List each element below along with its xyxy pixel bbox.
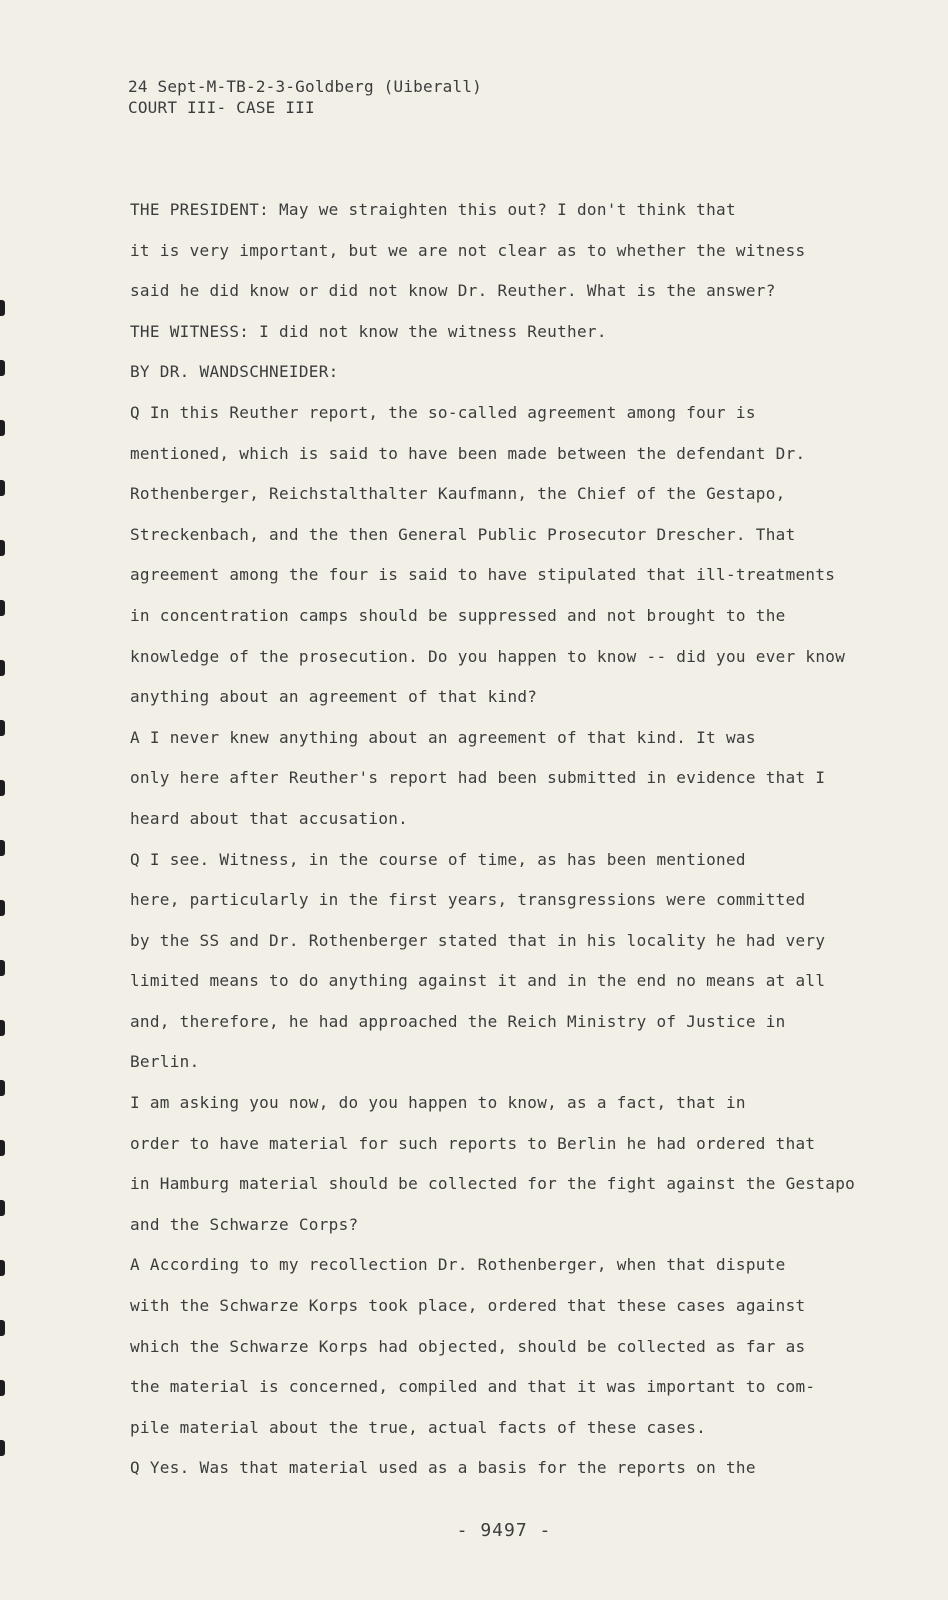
transcript-line: order to have material for such reports to Berlin he had ordered that — [130, 1133, 816, 1153]
transcript-line: only here after Reuther's report had been submitted in evidence that I — [130, 768, 826, 788]
transcript-line: with the Schwarze Korps took place, ordered that these cases against — [130, 1296, 806, 1316]
transcript-body — [130, 190, 890, 1489]
transcript-line: I am asking you now, do you happen to know, as a fact, that in — [130, 1093, 746, 1113]
transcript-line: in concentration camps should be suppressed and not brought to the — [130, 605, 786, 625]
transcript-line: mentioned, which is said to have been made between the defendant Dr. — [130, 443, 806, 463]
binder-hole — [0, 1080, 5, 1096]
binder-hole — [0, 1260, 5, 1276]
binder-hole — [0, 1320, 5, 1336]
header-court-line: COURT III- CASE III — [128, 98, 315, 117]
binder-hole — [0, 1140, 5, 1156]
transcript-line: pile material about the true, actual facts of these cases. — [130, 1417, 707, 1437]
transcript-line: Q In this Reuther report, the so-called agreement among four is — [130, 402, 756, 422]
transcript-line: said he did know or did not know Dr. Reuther. What is the answer? — [130, 281, 776, 301]
transcript-line: A I never knew anything about an agreement of that kind. It was — [130, 727, 756, 747]
page-number — [0, 1520, 948, 1541]
binder-hole — [0, 600, 5, 616]
transcript-line: Rothenberger, Reichstalthalter Kaufmann, the Chief of the Gestapo, — [130, 484, 786, 504]
page-number-text: - 9497 - — [456, 1520, 552, 1541]
binder-hole — [0, 1200, 5, 1216]
binder-holes — [0, 0, 10, 1600]
binder-hole — [0, 420, 5, 436]
transcript-line: in Hamburg material should be collected for the fight against the Gestapo — [130, 1174, 856, 1194]
transcript-line: which the Schwarze Korps had objected, should be collected as far as — [130, 1336, 806, 1356]
binder-hole — [0, 1380, 5, 1396]
binder-hole — [0, 960, 5, 976]
transcript-line: and the Schwarze Corps? — [130, 1214, 359, 1234]
binder-hole — [0, 360, 5, 376]
binder-hole — [0, 780, 5, 796]
transcript-line: BY DR. WANDSCHNEIDER: — [130, 362, 339, 382]
transcript-line: Berlin. — [130, 1052, 200, 1072]
binder-hole — [0, 720, 5, 736]
binder-hole — [0, 840, 5, 856]
transcript-line: Q Yes. Was that material used as a basis for the reports on the — [130, 1458, 756, 1478]
binder-hole — [0, 1020, 5, 1036]
transcript-line: and, therefore, he had approached the Reich Ministry of Justice in — [130, 1011, 786, 1031]
binder-hole — [0, 1440, 5, 1456]
binder-hole — [0, 660, 5, 676]
transcript-line: A According to my recollection Dr. Rothenberger, when that dispute — [130, 1255, 786, 1275]
transcript-line: the material is concerned, compiled and that it was important to com- — [130, 1377, 816, 1397]
binder-hole — [0, 300, 5, 316]
binder-hole — [0, 480, 5, 496]
transcript-line: heard about that accusation. — [130, 808, 409, 828]
transcript-line: THE PRESIDENT: May we straighten this out? I don't think that — [130, 200, 736, 219]
transcript-line: Streckenbach, and the then General Public Prosecutor Drescher. That — [130, 524, 796, 544]
transcript-line: knowledge of the prosecution. Do you happen to know -- did you ever know — [130, 646, 846, 666]
binder-hole — [0, 540, 5, 556]
header-session-line: 24 Sept-M-TB-2-3-Goldberg (Uiberall) — [128, 77, 482, 96]
transcript-line: by the SS and Dr. Rothenberger stated that in his locality he had very — [130, 930, 826, 950]
document-header — [128, 76, 482, 118]
transcript-line: here, particularly in the first years, transgressions were committed — [130, 890, 806, 910]
transcript-line: THE WITNESS: I did not know the witness Reuther. — [130, 321, 607, 341]
transcript-line: limited means to do anything against it and in the end no means at all — [130, 971, 826, 991]
transcript-line: Q I see. Witness, in the course of time, as has been mentioned — [130, 849, 746, 869]
transcript-line: it is very important, but we are not clear as to whether the witness — [130, 240, 806, 260]
binder-hole — [0, 900, 5, 916]
transcript-line: anything about an agreement of that kind? — [130, 687, 538, 707]
transcript-line: agreement among the four is said to have stipulated that ill-treatments — [130, 565, 836, 585]
